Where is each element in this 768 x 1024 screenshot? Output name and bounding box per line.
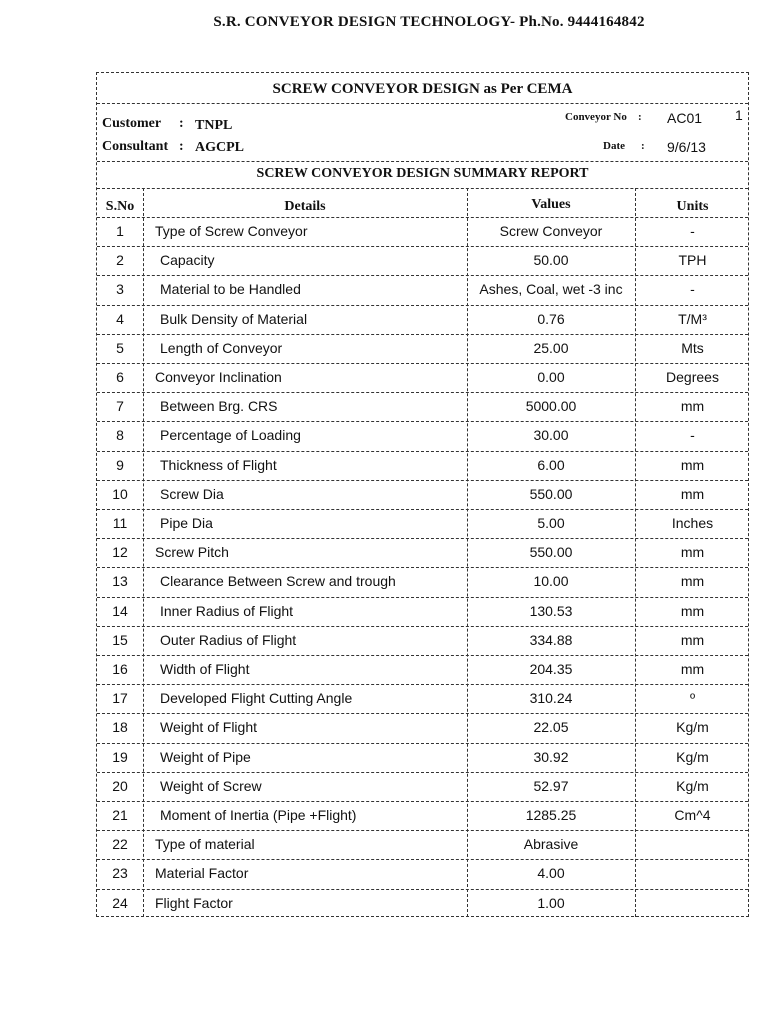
- row-unit: Kg/m: [676, 719, 709, 736]
- row-unit: [635, 859, 750, 888]
- row-sno: 8: [116, 427, 124, 444]
- row-value: 4.00: [537, 865, 565, 882]
- row-unit: Mts: [681, 339, 704, 356]
- row-unit: mm: [680, 631, 705, 648]
- date-colon: :: [641, 140, 645, 152]
- row-unit: TPH: [678, 252, 707, 269]
- row-sno: 13: [112, 573, 128, 590]
- row-detail: Type of material: [155, 836, 255, 853]
- row-sno: 7: [116, 398, 124, 415]
- table-row: [97, 567, 748, 596]
- divider: [97, 103, 748, 104]
- column-header-details: Details: [284, 199, 326, 214]
- row-value: 204.35: [529, 661, 573, 677]
- row-unit: Kg/m: [676, 748, 709, 765]
- row-unit: Inches: [671, 515, 714, 531]
- sheet-title: SCREW CONVEYOR DESIGN as Per CEMA: [272, 81, 573, 97]
- page-number: 1: [735, 107, 743, 123]
- row-sno: 1: [116, 223, 124, 239]
- table-row: [97, 772, 748, 801]
- table-row: [97, 217, 748, 246]
- table-row: [97, 626, 748, 655]
- row-unit: [635, 889, 750, 918]
- row-detail: Capacity: [160, 252, 215, 269]
- row-detail: Pipe Dia: [160, 515, 213, 531]
- row-value: Ashes, Coal, wet -3 inc: [479, 281, 623, 298]
- divider: [97, 161, 748, 162]
- conveyor-no-value: AC01: [667, 110, 703, 126]
- row-detail: Length of Conveyor: [160, 339, 283, 356]
- consultant-label: Consultant: [102, 139, 169, 154]
- row-unit: mm: [680, 544, 705, 561]
- row-value: 334.88: [529, 631, 573, 648]
- row-sno: 10: [112, 485, 128, 502]
- row-sno: 16: [112, 661, 128, 677]
- row-unit: mm: [680, 661, 705, 677]
- row-unit: mm: [680, 602, 705, 619]
- conveyor-no-label: Conveyor No: [565, 111, 627, 123]
- row-detail: Moment of Inertia (Pipe +Flight): [160, 807, 357, 823]
- design-sheet: [96, 72, 749, 917]
- row-value: 5.00: [537, 515, 565, 531]
- row-detail: Weight of Pipe: [160, 748, 251, 765]
- table-row: [97, 246, 748, 275]
- row-detail: Percentage of Loading: [160, 427, 301, 444]
- row-value: 25.00: [533, 339, 569, 356]
- row-sno: 4: [116, 310, 124, 327]
- row-detail: Bulk Density of Material: [160, 310, 308, 327]
- date-label: Date: [603, 140, 625, 152]
- table-row: [97, 334, 748, 363]
- row-value: 5000.00: [525, 398, 577, 415]
- table-row: [97, 655, 748, 684]
- row-detail: Developed Flight Cutting Angle: [160, 690, 353, 707]
- row-sno: 21: [112, 807, 128, 823]
- customer-value: TNPL: [195, 118, 233, 133]
- row-detail: Conveyor Inclination: [155, 369, 282, 385]
- table-row: [97, 743, 748, 772]
- table-row: [97, 859, 748, 888]
- row-value: 1.00: [537, 894, 565, 911]
- row-sno: 5: [116, 339, 124, 356]
- column-header-values: Values: [531, 197, 571, 212]
- row-detail: Clearance Between Screw and trough: [160, 573, 396, 590]
- row-unit: T/M³: [678, 310, 707, 327]
- row-sno: 17: [112, 690, 128, 707]
- table-row: [97, 684, 748, 713]
- consultant-colon: :: [179, 139, 184, 154]
- row-value: 550.00: [529, 544, 573, 561]
- customer-label: Customer: [102, 116, 162, 131]
- row-unit: -: [690, 281, 695, 298]
- row-unit: -: [690, 427, 695, 444]
- customer-colon: :: [179, 116, 184, 131]
- row-unit: mm: [680, 398, 705, 415]
- row-unit: Kg/m: [676, 777, 709, 794]
- row-value: 550.00: [529, 485, 573, 502]
- row-sno: 12: [112, 544, 128, 561]
- table-row: [97, 538, 748, 567]
- row-detail: Outer Radius of Flight: [160, 631, 297, 648]
- table-row: [97, 392, 748, 421]
- row-detail: Flight Factor: [155, 894, 233, 911]
- row-sno: 20: [112, 777, 128, 794]
- row-detail: Thickness of Flight: [160, 456, 277, 473]
- table-row: [97, 830, 748, 859]
- row-value: 130.53: [529, 602, 573, 619]
- row-value: 50.00: [533, 252, 569, 269]
- row-sno: 11: [112, 515, 128, 531]
- row-detail: Material to be Handled: [160, 281, 301, 298]
- row-value: 310.24: [529, 690, 573, 707]
- table-row: [97, 363, 748, 392]
- row-unit: mm: [680, 485, 705, 502]
- row-sno: 14: [112, 602, 128, 619]
- row-value: 0.76: [537, 310, 565, 327]
- row-unit: mm: [680, 573, 705, 590]
- row-value: 6.00: [537, 456, 565, 473]
- row-value: 30.00: [533, 427, 569, 444]
- row-value: 30.92: [533, 748, 569, 765]
- row-value: 10.00: [533, 573, 569, 590]
- company-header: S.R. CONVEYOR DESIGN TECHNOLOGY- Ph.No. 9444164842: [213, 14, 645, 30]
- column-header-units: Units: [676, 199, 709, 214]
- row-detail: Weight of Flight: [160, 719, 258, 736]
- row-value: Screw Conveyor: [499, 223, 603, 239]
- row-sno: 9: [116, 456, 124, 473]
- row-unit: mm: [680, 456, 705, 473]
- row-sno: 18: [112, 719, 128, 736]
- row-detail: Width of Flight: [160, 661, 250, 677]
- row-unit: -: [690, 223, 695, 239]
- consultant-value: AGCPL: [195, 140, 244, 155]
- row-detail: Weight of Screw: [160, 777, 262, 794]
- divider: [97, 188, 748, 189]
- row-unit: Cm^4: [674, 807, 711, 823]
- row-detail: Screw Dia: [160, 485, 224, 502]
- table-row: [97, 421, 748, 450]
- row-detail: Screw Pitch: [155, 544, 229, 561]
- table-row: [97, 509, 748, 538]
- row-value: 1285.25: [525, 807, 577, 823]
- row-sno: 2: [116, 252, 124, 269]
- row-detail: Between Brg. CRS: [160, 398, 278, 415]
- row-value: 0.00: [537, 369, 565, 385]
- table-row: [97, 451, 748, 480]
- table-row: [97, 305, 748, 334]
- row-sno: 15: [112, 631, 128, 648]
- row-sno: 6: [116, 369, 124, 385]
- table-row: [97, 480, 748, 509]
- row-sno: 19: [112, 748, 128, 765]
- row-sno: 23: [112, 865, 128, 882]
- row-unit: º: [689, 690, 696, 707]
- table-row: [97, 713, 748, 742]
- row-unit: Degrees: [666, 369, 719, 385]
- row-sno: 22: [112, 836, 128, 853]
- row-value: 22.05: [533, 719, 569, 736]
- row-sno: 24: [112, 894, 128, 911]
- table-row: [97, 275, 748, 304]
- row-sno: 3: [116, 281, 124, 298]
- row-detail: Inner Radius of Flight: [160, 602, 294, 619]
- conveyor-no-colon: :: [638, 111, 642, 123]
- row-detail: Type of Screw Conveyor: [155, 223, 308, 239]
- table-row: [97, 801, 748, 830]
- table-row: [97, 597, 748, 626]
- row-detail: Material Factor: [155, 865, 249, 882]
- date-value: 9/6/13: [667, 139, 706, 155]
- row-value: 52.97: [533, 777, 569, 794]
- table-row: [97, 889, 748, 918]
- row-value: Abrasive: [523, 836, 579, 853]
- column-header-sno: S.No: [105, 199, 135, 214]
- row-unit: [635, 830, 750, 859]
- summary-title: SCREW CONVEYOR DESIGN SUMMARY REPORT: [256, 166, 589, 181]
